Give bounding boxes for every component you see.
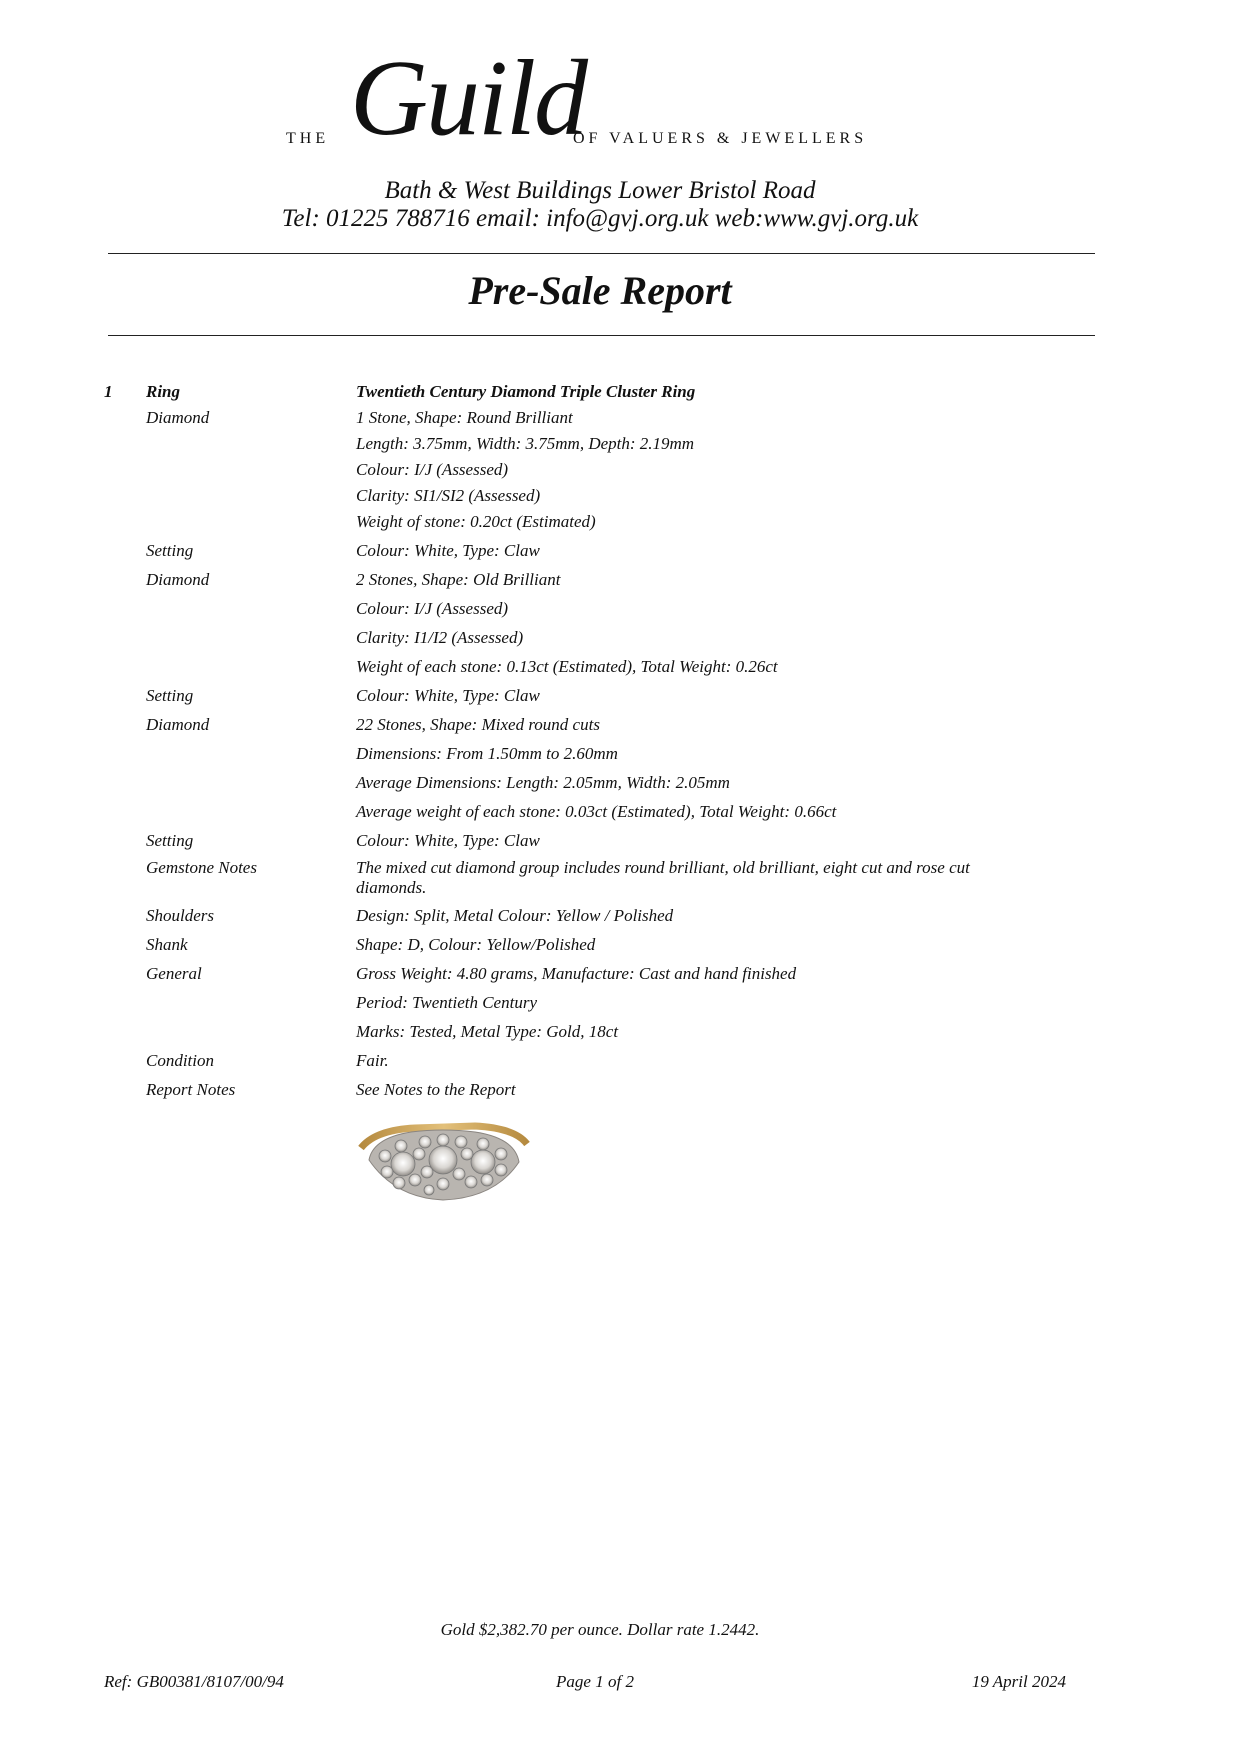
item-category: Ring [146, 382, 181, 401]
row-value: Average Dimensions: Length: 2.05mm, Width: 2.05mm [356, 773, 730, 792]
row-value: 1 Stone, Shape: Round Brilliant [356, 408, 573, 427]
address-line: Bath & West Buildings Lower Bristol Road [384, 177, 816, 204]
row-value: 2 Stones, Shape: Old Brilliant [356, 570, 561, 589]
page-title: Pre-Sale Report [468, 268, 732, 313]
title-divider [108, 335, 1095, 336]
row-value: Clarity: SI1/SI2 (Assessed) [356, 486, 541, 505]
row-value: Weight of each stone: 0.13ct (Estimated), Total Weight: 0.26ct [356, 657, 778, 676]
ring-photo [355, 1108, 530, 1206]
report-date: 19 April 2024 [971, 1672, 1066, 1691]
item-name: Twentieth Century Diamond Triple Cluster Ring [356, 382, 696, 401]
row-label: Diamond [146, 715, 210, 734]
row-label: Condition [146, 1051, 215, 1070]
row-value: Clarity: I1/I2 (Assessed) [356, 628, 524, 647]
row-value: Colour: White, Type: Claw [356, 686, 540, 705]
row-label: Diamond [146, 408, 210, 427]
row-value: Dimensions: From 1.50mm to 2.60mm [356, 744, 618, 763]
contact-line: Tel: 01225 788716 email: info@gvj.org.uk web:www.gvj.org.uk [281, 205, 919, 232]
row-value: Period: Twentieth Century [356, 993, 537, 1012]
row-value: Average weight of each stone: 0.03ct (Estimated), Total Weight: 0.66ct [356, 802, 837, 821]
row-label: Shoulders [146, 906, 214, 925]
row-label: Diamond [146, 570, 210, 589]
row-value: 22 Stones, Shape: Mixed round cuts [356, 715, 600, 734]
row-value: Gross Weight: 4.80 grams, Manufacture: Cast and hand finished [356, 964, 797, 983]
logo-subtitle-text: OF VALUERS & JEWELLERS [573, 130, 868, 147]
row-value: Length: 3.75mm, Width: 3.75mm, Depth: 2.19mm [356, 434, 695, 453]
row-label: Setting [146, 686, 194, 705]
row-value: Colour: White, Type: Claw [356, 831, 540, 850]
row-label: Gemstone Notes [146, 858, 257, 877]
row-value: Marks: Tested, Metal Type: Gold, 18ct [356, 1022, 619, 1041]
top-divider [108, 253, 1095, 254]
row-value: Colour: White, Type: Claw [356, 541, 540, 560]
reference-number: Ref: GB00381/8107/00/94 [104, 1672, 284, 1691]
logo-guild-text: Guild [350, 39, 587, 158]
row-label: Shank [146, 935, 188, 954]
row-value: Colour: I/J (Assessed) [356, 599, 509, 618]
row-value: Shape: D, Colour: Yellow/Polished [356, 935, 596, 954]
row-value: Weight of stone: 0.20ct (Estimated) [356, 512, 596, 531]
row-label: Report Notes [146, 1080, 236, 1099]
row-value: Colour: I/J (Assessed) [356, 460, 509, 479]
item-number: 1 [104, 382, 113, 401]
row-label: Setting [146, 541, 194, 560]
row-label: General [146, 964, 202, 983]
row-value: Fair. [356, 1051, 389, 1070]
row-value: See Notes to the Report [356, 1080, 516, 1099]
gold-rate-note: Gold $2,382.70 per ounce. Dollar rate 1.2442. [440, 1620, 760, 1639]
row-value: Design: Split, Metal Colour: Yellow / Polished [356, 906, 674, 925]
logo-the-text: THE [286, 130, 330, 147]
row-label: Setting [146, 831, 194, 850]
page-number: Page 1 of 2 [556, 1672, 634, 1691]
row-value: The mixed cut diamond group includes round brilliant, old brilliant, eight cut and rose cut diamonds. [356, 858, 970, 897]
